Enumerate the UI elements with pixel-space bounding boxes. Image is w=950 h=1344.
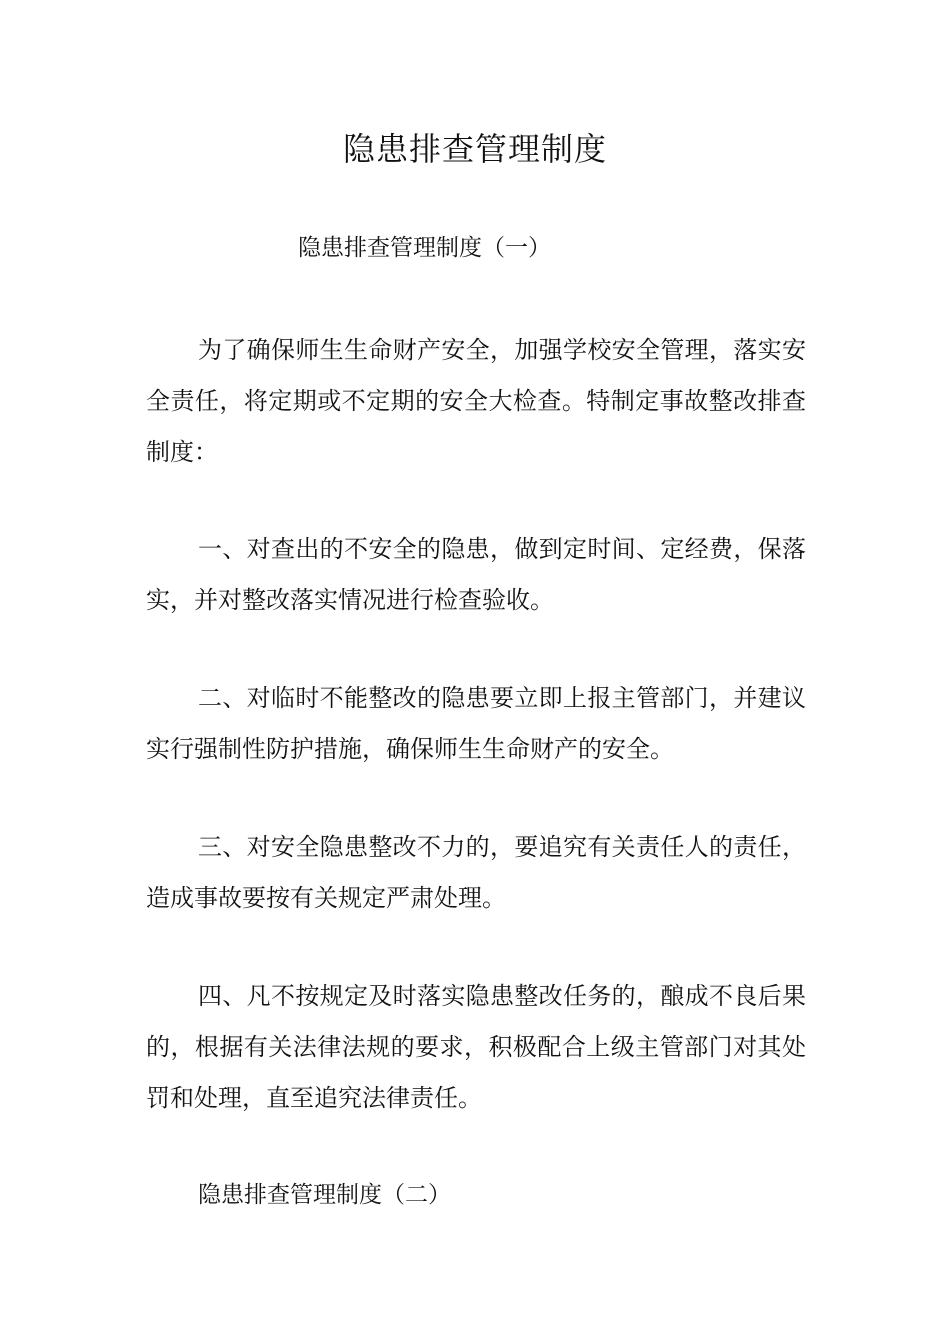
paragraph-intro: 为了确保师生生命财产安全，加强学校安全管理，落实安全责任，将定期或不定期的安全大检查。特制定事故整改排查制度： <box>146 336 806 466</box>
paragraph-item-1: 一、对查出的不安全的隐患，做到定时间、定经费，保落实，并对整改落实情况进行检查验收。 <box>146 535 806 614</box>
paragraph-item-2: 二、对临时不能整改的隐患要立即上报主管部门，并建议实行强制性防护措施，确保师生生命财产的安全。 <box>146 684 806 763</box>
paragraph-item-3: 三、对安全隐患整改不力的，要追究有关责任人的责任，造成事故要按有关规定严肃处理。 <box>146 833 806 912</box>
section-heading-2: 隐患排查管理制度（二） <box>198 1182 451 1208</box>
document-title: 隐患排查管理制度 <box>342 130 607 168</box>
section-heading-1: 隐患排查管理制度（一） <box>298 235 551 261</box>
paragraph-item-4: 四、凡不按规定及时落实隐患整改任务的，酿成不良后果的，根据有关法律法规的要求，积极配合上级主管部门对其处罚和处理，直至追究法律责任。 <box>146 982 806 1112</box>
